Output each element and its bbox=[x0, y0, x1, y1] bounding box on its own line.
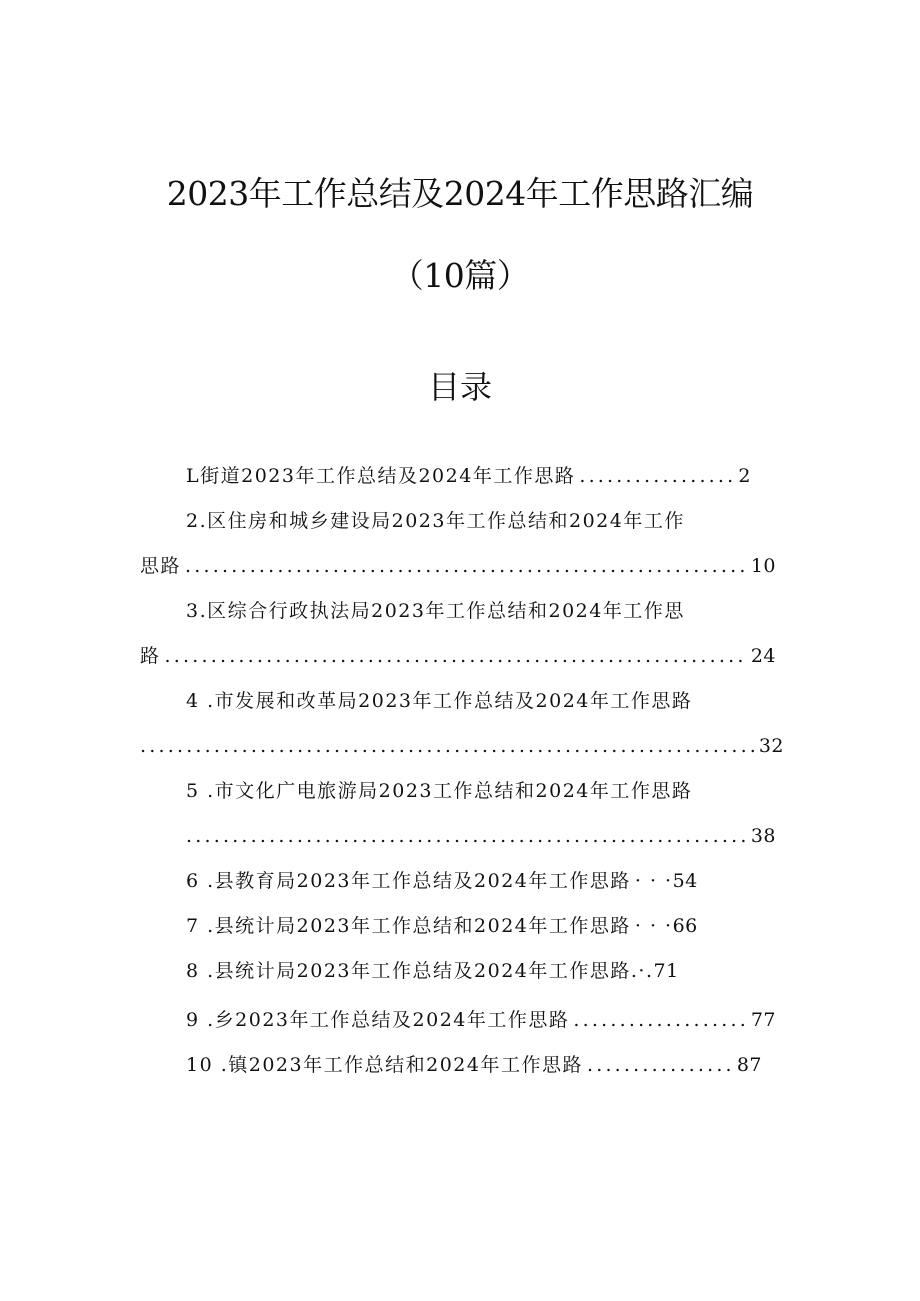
toc-entry-3-line2[interactable] bbox=[140, 644, 776, 668]
toc-entry-page: 71 bbox=[653, 960, 679, 982]
toc-entry-page: 87 bbox=[736, 1054, 762, 1076]
toc-entry-title-cont: 路 bbox=[140, 645, 161, 667]
toc-leader-dots bbox=[587, 1053, 733, 1077]
toc-entry-page: 24 bbox=[750, 645, 776, 667]
toc-entry-8[interactable] bbox=[186, 959, 746, 983]
toc-leader-dots: · · · bbox=[634, 915, 673, 937]
toc-leader-dots bbox=[579, 464, 734, 488]
toc-entry-page: 10 bbox=[750, 555, 776, 577]
toc-leader-dots bbox=[165, 644, 747, 668]
toc-entry-title: 2.区住房和城乡建设局2023年工作总结和2024年工作 bbox=[186, 510, 685, 532]
toc-entry-page: 2 bbox=[738, 465, 751, 487]
toc-entry-title: 3.区综合行政执法局2023年工作总结和2024年工作思 bbox=[186, 600, 685, 622]
toc-entry-page: 77 bbox=[750, 1009, 776, 1031]
toc-leader-dots bbox=[185, 554, 747, 578]
toc-entry-title: 7 .县统计局2023年工作总结和2024年工作思路 bbox=[186, 915, 631, 937]
toc-leader-dots bbox=[573, 1008, 746, 1032]
toc-entry-4-line1[interactable] bbox=[186, 689, 786, 713]
toc-entry-9[interactable] bbox=[186, 1008, 776, 1032]
toc-entry-title: 4 .市发展和改革局2023年工作总结及2024年工作思路 bbox=[186, 690, 693, 712]
toc-leader-dots: · · · bbox=[634, 870, 673, 892]
toc-entry-page: 66 bbox=[672, 915, 698, 937]
toc-entry-title: 8 .县统计局2023年工作总结及2024年工作思路. bbox=[186, 960, 639, 982]
toc-entry-title: 10 .镇2023年工作总结和2024年工作思路 bbox=[186, 1054, 583, 1076]
toc-entry-page: 32 bbox=[758, 735, 784, 757]
toc-entry-2-line1[interactable] bbox=[186, 509, 786, 533]
toc-entry-4-line2[interactable] bbox=[140, 734, 784, 758]
toc-entry-10[interactable] bbox=[186, 1053, 762, 1077]
toc-entry-3-line1[interactable] bbox=[186, 599, 786, 623]
toc-entry-page: 54 bbox=[672, 870, 698, 892]
toc-entry-title-cont: 思路 bbox=[140, 555, 182, 577]
toc-entry-2-line2[interactable] bbox=[140, 554, 776, 578]
document-title: 2023年工作总结及2024年工作思路汇编 bbox=[166, 174, 754, 213]
toc-entry-5-line2[interactable] bbox=[186, 824, 776, 848]
toc-entry-title: 9 .乡2023年工作总结及2024年工作思路 bbox=[186, 1009, 570, 1031]
toc-heading: 目录 bbox=[427, 368, 492, 406]
document-subtitle: （10篇） bbox=[390, 256, 530, 295]
toc-entry-title: 6 .县教育局2023年工作总结及2024年工作思路 bbox=[186, 870, 631, 892]
toc-entry-title: L街道2023年工作总结及2024年工作思路 bbox=[186, 465, 576, 487]
toc-entry-1[interactable] bbox=[186, 464, 751, 488]
toc-leader-dots bbox=[140, 734, 755, 758]
toc-leader-dots bbox=[186, 824, 747, 848]
toc-entry-6[interactable] bbox=[186, 869, 746, 893]
toc-leader-dots: ·. bbox=[638, 960, 654, 982]
toc-entry-title: 5 .市文化广电旅游局2023工作总结和2024年工作思路 bbox=[186, 780, 693, 802]
toc-entry-7[interactable] bbox=[186, 914, 746, 938]
toc-entry-page: 38 bbox=[750, 825, 776, 847]
toc-entry-5-line1[interactable] bbox=[186, 779, 786, 803]
